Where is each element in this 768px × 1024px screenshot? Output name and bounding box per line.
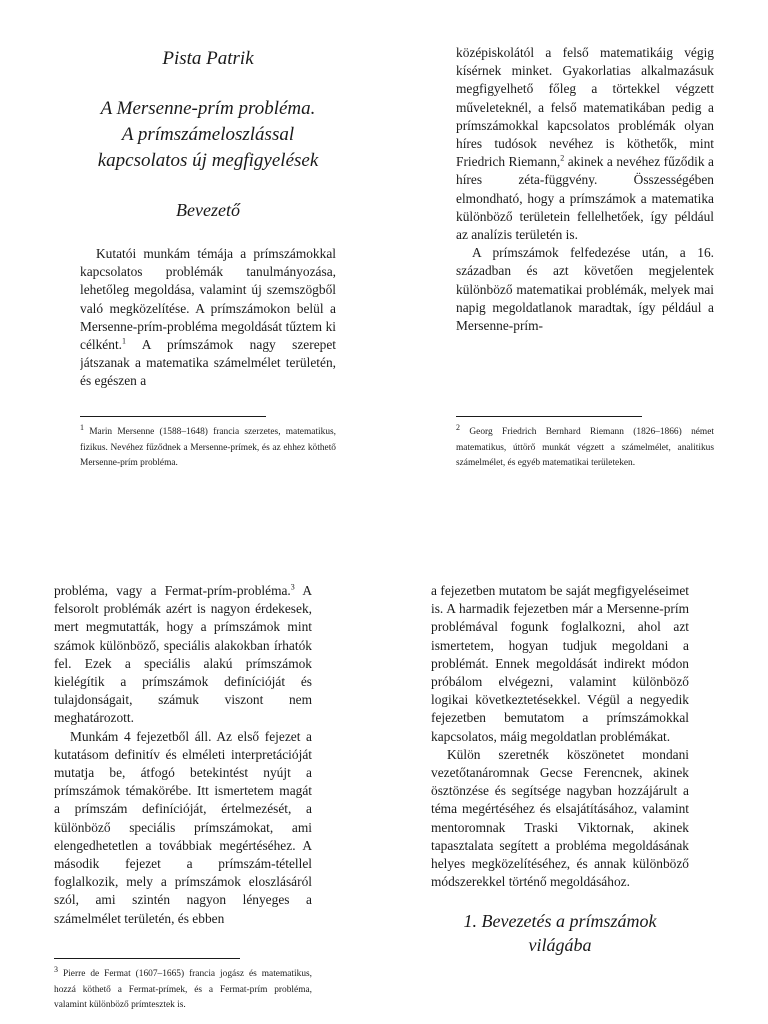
- footnote-number: 1: [80, 422, 84, 432]
- footnote-rule: [54, 958, 240, 959]
- chapter-heading-line-1: 1. Bevezetés a prímszámok: [463, 911, 657, 932]
- paragraph-text: középiskolától a felső matematikáig végig kísérnek minket. Gyakorlatias alkalmazásuk megfigyelhető főleg a törtekkel végzett műveleteknél, a felső matematikában pedig a prímszámokkal kapcsolatos problémák olyan híres tudósok nevéhez is köthetők, mint Friedrich Riemann,: [456, 45, 714, 170]
- footnote-text: Pierre de Fermat (1607–1665) francia jogász és matematikus, hozzá köthető a Fermat-prímek, és a Fermat-prím probléma, valamint különböző prímtesztek is.: [54, 969, 312, 1011]
- page-bottom-left: [54, 582, 312, 1024]
- footnote-area: [80, 416, 336, 472]
- page-bottom-right: [431, 582, 689, 1024]
- title-line-2: A prímszámeloszlással: [121, 124, 295, 145]
- footnote: [54, 964, 312, 1014]
- paragraph-text: A felsorolt problémák azért is nagyon érdekesek, mert megmutatták, hogy a prímszámok mint számok különböző, speciális alakokban írhatók fel. Ezek a speciális alakú prímszámok kielégítik a prímszámok definícióját és tulajdonságait, számuk viszont nem meghatározott.: [54, 583, 312, 726]
- section-heading: Bevezető: [176, 200, 240, 220]
- footnote-rule: [80, 416, 266, 417]
- page-top-right: [456, 44, 714, 544]
- footnote-number: 3: [54, 964, 58, 974]
- title-line-3: kapcsolatos új megfigyelések: [97, 150, 319, 171]
- paragraph: [54, 582, 312, 728]
- footnote-area: [456, 416, 714, 472]
- paragraph-text: A prímszámok nagy szerepet játszanak a matematika számelmélet területén, és egészen a: [80, 337, 336, 389]
- footnote-reference: 3: [290, 582, 295, 592]
- footnote-text: Georg Friedrich Bernhard Riemann (1826–1866) német matematikus, úttörő munkát végzett a számelmélet, analitikus számelmélet, és egyéb matematikai területeken.: [456, 427, 714, 469]
- page-body: [80, 245, 336, 391]
- page-body: [431, 582, 689, 891]
- footnote: [80, 422, 336, 472]
- paragraph-text: akinek a nevéhez fűződik a híres zéta-függvény. Összességében elmondható, hogy a prímszámok a matematika különböző területein fellelhetőek, így például az analízis területén is.: [456, 154, 714, 243]
- title-line-1: A Mersenne-prím probléma.: [100, 98, 316, 119]
- paragraph: [456, 44, 714, 244]
- page-body: [456, 44, 714, 335]
- page-top-left: [80, 44, 336, 544]
- footnote: [456, 422, 714, 472]
- paragraph-text: probléma, vagy a Fermat-prím-probléma.: [54, 583, 291, 598]
- paragraph-text: Kutatói munkám témája a prímszámokkal kapcsolatos problémák tanulmányozása, lehetőleg megoldása, valamint új szemszögből való megközelítése. A prímszámokon belül a Mersenne-prím-probléma megoldását tűztem ki célként.: [80, 246, 336, 353]
- paragraph: Munkám 4 fejezetből áll. Az első fejezet a kutatásom definitív és elméleti interpretációját mutatja be, átfogó betekintést nyújt a prímszámok témakörébe. Itt ismertetem magát a prímszám definícióját, értelmezését, a különböző speciális prímszámokat, ami elengedhetetlen a továbbiak megértéséhez. A második fejezet a prímszám-tétellel foglalkozik, mely a prímszámok eloszlásáról szól, ami szintén nagyon lényeges a számelmélet területén, és ebben: [54, 728, 312, 926]
- chapter-heading-line-2: világába: [528, 935, 592, 956]
- paragraph: [80, 245, 336, 391]
- paragraph: A prímszámok felfedezése után, a 16. században és azt követően megjelentek különböző matematikai problémák, melyek mai napig megoldatlanok maradtak, így például a Mersenne-prím-: [456, 245, 714, 334]
- footnote-reference: 2: [560, 153, 565, 163]
- footnote-number: 2: [456, 422, 460, 432]
- footnote-rule: [456, 416, 642, 417]
- document-title: [80, 96, 336, 174]
- paragraph: a fejezetben mutatom be saját megfigyeléseimet is. A harmadik fejezetben már a Mersenne-prím problémával fogunk foglalkozni, ahol azt ismertetem, hogyan tudjuk megoldani a problémát. Ennek megoldását indirekt módon próbálom elvégezni, valamint különböző logikai következtetésekkel. Végül a negyedik fejezetben bemutatom a prímszámokkal kapcsolatos, máig megoldatlan problémákat.: [431, 583, 689, 744]
- chapter-heading: [431, 909, 689, 957]
- page-body: [54, 582, 312, 928]
- paragraph: Külön szeretnék köszönetet mondani vezetőtanáromnak Gecse Ferencnek, akinek ösztönzése és segítsége nagyban hozzájárult a téma megértéséhez és elsajátításához, valamint mentoromnak Traski Viktornak, akinek tapasztalata segített a probléma megoldásának helyes megközelítéséhez, és annak különböző módszerekkel történő megoldásához.: [431, 746, 689, 890]
- author-name: Pista Patrik: [162, 48, 254, 69]
- footnote-area: [54, 958, 312, 1014]
- footnote-reference: 1: [122, 336, 127, 346]
- footnote-text: Marin Mersenne (1588–1648) francia szerzetes, matematikus, fizikus. Nevéhez fűződnek a Mersenne-prímek, és az ehhez köthető Mersenne-prím probléma.: [80, 427, 336, 469]
